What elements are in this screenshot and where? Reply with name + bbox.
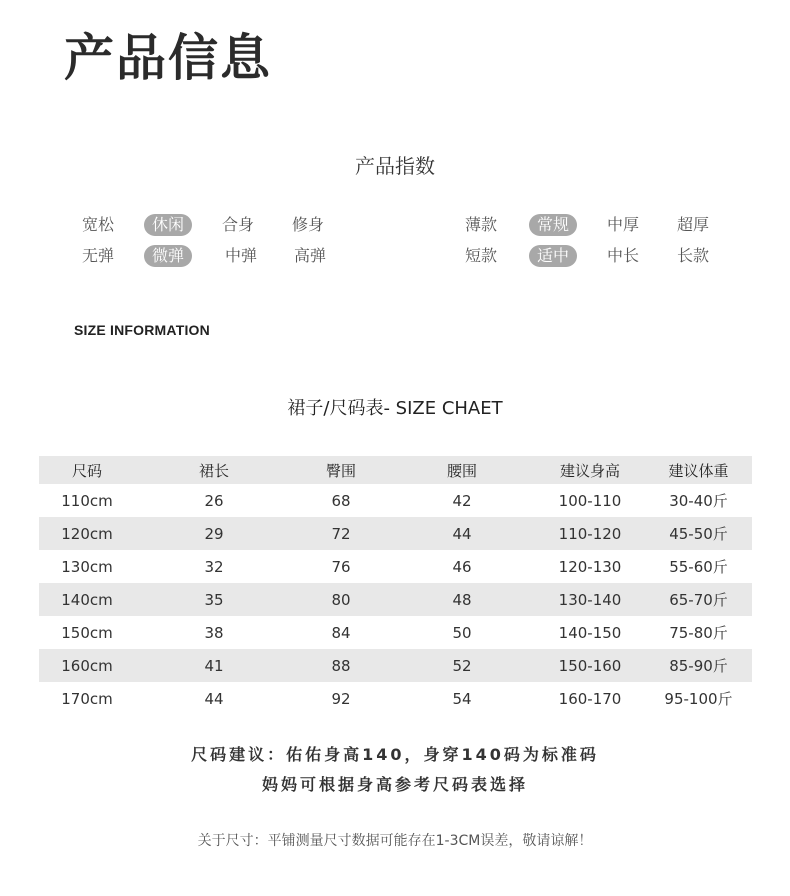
- table-cell: 170cm: [61, 689, 113, 708]
- table-cell: 41: [135, 649, 293, 682]
- size-information-label: SIZE INFORMATION: [74, 322, 210, 338]
- table-cell: 72: [293, 517, 389, 550]
- size-table-header-row: [39, 456, 752, 484]
- fit-option: 修身: [292, 215, 325, 234]
- table-cell: 150cm: [61, 623, 113, 642]
- elasticity-option-selected: 微弹: [144, 245, 192, 267]
- elasticity-option: 无弹: [82, 246, 115, 265]
- thickness-index-row: [0, 214, 790, 238]
- column-header-hip: 臀围: [293, 456, 389, 484]
- length-option: 中长: [607, 246, 640, 265]
- table-cell: 29: [135, 517, 293, 550]
- table-cell: 160-170: [558, 689, 622, 708]
- table-cell: 75-80斤: [669, 624, 728, 642]
- table-cell: 42: [452, 491, 472, 510]
- column-header-skirt-length: 裙长: [135, 456, 293, 484]
- table-cell: 48: [389, 583, 535, 616]
- fit-option: 合身: [222, 215, 255, 234]
- table-cell: 84: [331, 623, 351, 642]
- length-option: 短款: [465, 246, 498, 265]
- table-cell: 32: [204, 557, 224, 576]
- column-header-weight: 建议体重: [645, 456, 752, 484]
- thickness-option-selected: 常规: [529, 214, 577, 236]
- table-cell: 54: [452, 689, 472, 708]
- table-cell: 95-100斤: [664, 690, 733, 708]
- fit-option: 宽松: [82, 215, 115, 234]
- table-cell: 76: [331, 557, 351, 576]
- table-row: [39, 484, 752, 517]
- table-cell: 55-60斤: [669, 558, 728, 576]
- size-table: [39, 456, 752, 715]
- column-header-size: 尺码: [39, 456, 135, 484]
- length-option-selected: 适中: [529, 245, 577, 267]
- page-title: 产品信息: [64, 29, 272, 87]
- table-cell: 26: [204, 491, 224, 510]
- table-cell: 46: [452, 557, 472, 576]
- table-cell: 150-160: [535, 649, 645, 682]
- size-advice-line-2: 妈妈可根据身高参考尺码表选择: [261, 775, 528, 794]
- table-cell: 65-70斤: [645, 583, 752, 616]
- table-cell: 88: [293, 649, 389, 682]
- length-option: 长款: [677, 246, 710, 265]
- length-index-row: [0, 245, 790, 269]
- table-cell: 38: [204, 623, 224, 642]
- table-cell: 120-130: [558, 557, 622, 576]
- thickness-option: 薄款: [465, 215, 498, 234]
- table-cell: 44: [204, 689, 224, 708]
- table-cell: 44: [389, 517, 535, 550]
- table-cell: 110-120: [535, 517, 645, 550]
- table-row: [39, 517, 752, 550]
- table-cell: 30-40斤: [669, 492, 728, 510]
- product-index-title: 产品指数: [355, 154, 435, 178]
- table-cell: 52: [389, 649, 535, 682]
- table-row: [39, 616, 752, 649]
- fit-option-selected: 休闲: [144, 214, 192, 236]
- table-row: [39, 550, 752, 583]
- measurement-note: 关于尺寸：平铺测量尺寸数据可能存在1-3CM误差，敬请谅解！: [197, 833, 593, 849]
- table-row: [39, 649, 752, 682]
- table-cell: 100-110: [558, 491, 622, 510]
- table-cell: 140cm: [39, 583, 135, 616]
- elasticity-option: 高弹: [294, 246, 327, 265]
- column-header-waist: 腰围: [389, 456, 535, 484]
- table-row: [39, 682, 752, 715]
- table-cell: 45-50斤: [645, 517, 752, 550]
- thickness-option: 超厚: [677, 215, 710, 234]
- column-header-height: 建议身高: [535, 456, 645, 484]
- elasticity-option: 中弹: [225, 246, 258, 265]
- table-cell: 50: [452, 623, 472, 642]
- table-cell: 130cm: [61, 557, 113, 576]
- table-cell: 80: [293, 583, 389, 616]
- table-cell: 68: [331, 491, 351, 510]
- table-cell: 140-150: [558, 623, 622, 642]
- thickness-option: 中厚: [607, 215, 640, 234]
- size-table-title: 裙子/尺码表- SIZE CHAET: [287, 398, 503, 419]
- table-cell: 92: [331, 689, 351, 708]
- table-row: [39, 583, 752, 616]
- size-advice-line-1: 尺码建议：佑佑身高140，身穿140码为标准码: [191, 745, 599, 764]
- table-cell: 35: [135, 583, 293, 616]
- table-cell: 160cm: [39, 649, 135, 682]
- table-cell: 130-140: [535, 583, 645, 616]
- table-cell: 120cm: [39, 517, 135, 550]
- table-cell: 85-90斤: [645, 649, 752, 682]
- table-cell: 110cm: [61, 491, 113, 510]
